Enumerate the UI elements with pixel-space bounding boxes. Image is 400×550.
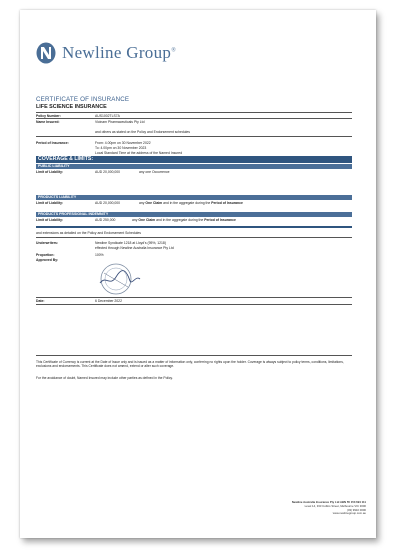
period-to: To: 4.00pm on 30 November 2023 — [95, 146, 147, 150]
certificate-page — [20, 10, 376, 538]
public-liability-limit-label: Limit of Liability: — [36, 170, 64, 174]
public-liability-header: PUBLIC LIABILITY — [36, 164, 352, 169]
underwriters-line1: Newline Syndicate 1218 at Lloyd's (95%, 1218) — [95, 241, 166, 245]
period-label: Period of Insurance: — [36, 141, 69, 145]
proportion-label: Proportion: — [36, 253, 55, 257]
period-note: Local Standard Time at the address of the Named Insured — [95, 151, 183, 155]
divider — [36, 226, 352, 228]
divider — [36, 297, 352, 298]
footer-website: www.newlinegroup.com.au — [332, 511, 366, 516]
divider — [36, 118, 352, 119]
disclaimer-note: For the avoidance of doubt, Named Insured may include other parties as defined in the Policy. — [36, 376, 173, 380]
company-footer — [292, 501, 366, 516]
certificate-subtitle: LIFE SCIENCE INSURANCE — [36, 104, 107, 110]
divider — [36, 355, 352, 356]
approved-label: Approved By: — [36, 258, 59, 262]
products-liability-limit-label: Limit of Liability: — [36, 201, 64, 205]
date-label: Date: — [36, 299, 45, 303]
policy-number-label: Policy Number: — [36, 113, 61, 118]
footer-phone: (03) 9910 0000 — [347, 507, 366, 512]
date-value: 6 December 2022 — [95, 299, 122, 303]
professional-indemnity-header: PRODUCTS PROFESSIONAL INDEMNITY — [36, 212, 352, 217]
certificate-title: CERTIFICATE OF INSURANCE — [36, 96, 130, 103]
newline-logo — [36, 42, 176, 64]
newline-logo-mark-icon — [36, 42, 56, 64]
divider — [36, 304, 352, 305]
extensions-note: and extensions as detailed on the Policy and Endorsement Schedules — [36, 231, 141, 235]
divider — [36, 136, 352, 137]
approval-stamp-signature-icon — [96, 259, 142, 299]
products-liability-header: PRODUCTS LIABILITY — [36, 195, 352, 200]
products-liability-limit-value: AUD 20,000,000 — [95, 201, 121, 205]
footer-company: Newline Australia Insurance Pty Ltd ABN 55 153 694 111 — [291, 500, 366, 504]
public-liability-limit-value: AUD 20,000,000 — [95, 170, 121, 174]
newline-logo-text: Newline Group® — [62, 43, 177, 62]
professional-indemnity-limit-basis: any One Claim and in the aggregate during the Period of Insurance — [132, 218, 236, 222]
period-from: From: 4.00pm on 30 November 2022 — [95, 141, 151, 145]
name-insured-note: and others as stated on the Policy and Endorsement schedules — [95, 130, 190, 134]
underwriters-line2: effected through Newline Australia Insurance Pty Ltd — [95, 246, 174, 250]
divider — [36, 237, 352, 238]
public-liability-limit-basis: any one Occurrence — [139, 170, 170, 174]
name-insured-value: Vicinam Pharmaceuticals Pty Ltd — [95, 119, 145, 124]
divider — [36, 112, 352, 113]
underwriters-label: Underwriters: — [36, 241, 59, 245]
extensions-note-row — [36, 231, 352, 235]
proportion-value: 100% — [95, 253, 104, 257]
disclaimer-paragraph: This Certificate of Currency is current at the Date of Issue only and is issued as a matter of information only, conferring no rights upon the holder. Coverage is always subject to policy terms, conditions, limitations, exclusions and endorsements. This Certificate does not amend, extend or alter such coverage. — [36, 360, 344, 369]
professional-indemnity-limit-label: Limit of Liability: — [36, 218, 64, 222]
products-liability-limit-basis: any One Claim and in the aggregate during the Period of Insurance — [139, 201, 243, 205]
coverage-header: COVERAGE & LIMITS: — [36, 156, 352, 163]
name-insured-label: Name Insured: — [36, 119, 60, 124]
professional-indemnity-limit-value: AUD 250,000 — [95, 218, 116, 222]
footer-address: Level 14, 333 Collins Street, Melbourne VIC 3000 — [304, 503, 366, 508]
policy-number-value: AUS1002TLS7A — [95, 113, 120, 118]
